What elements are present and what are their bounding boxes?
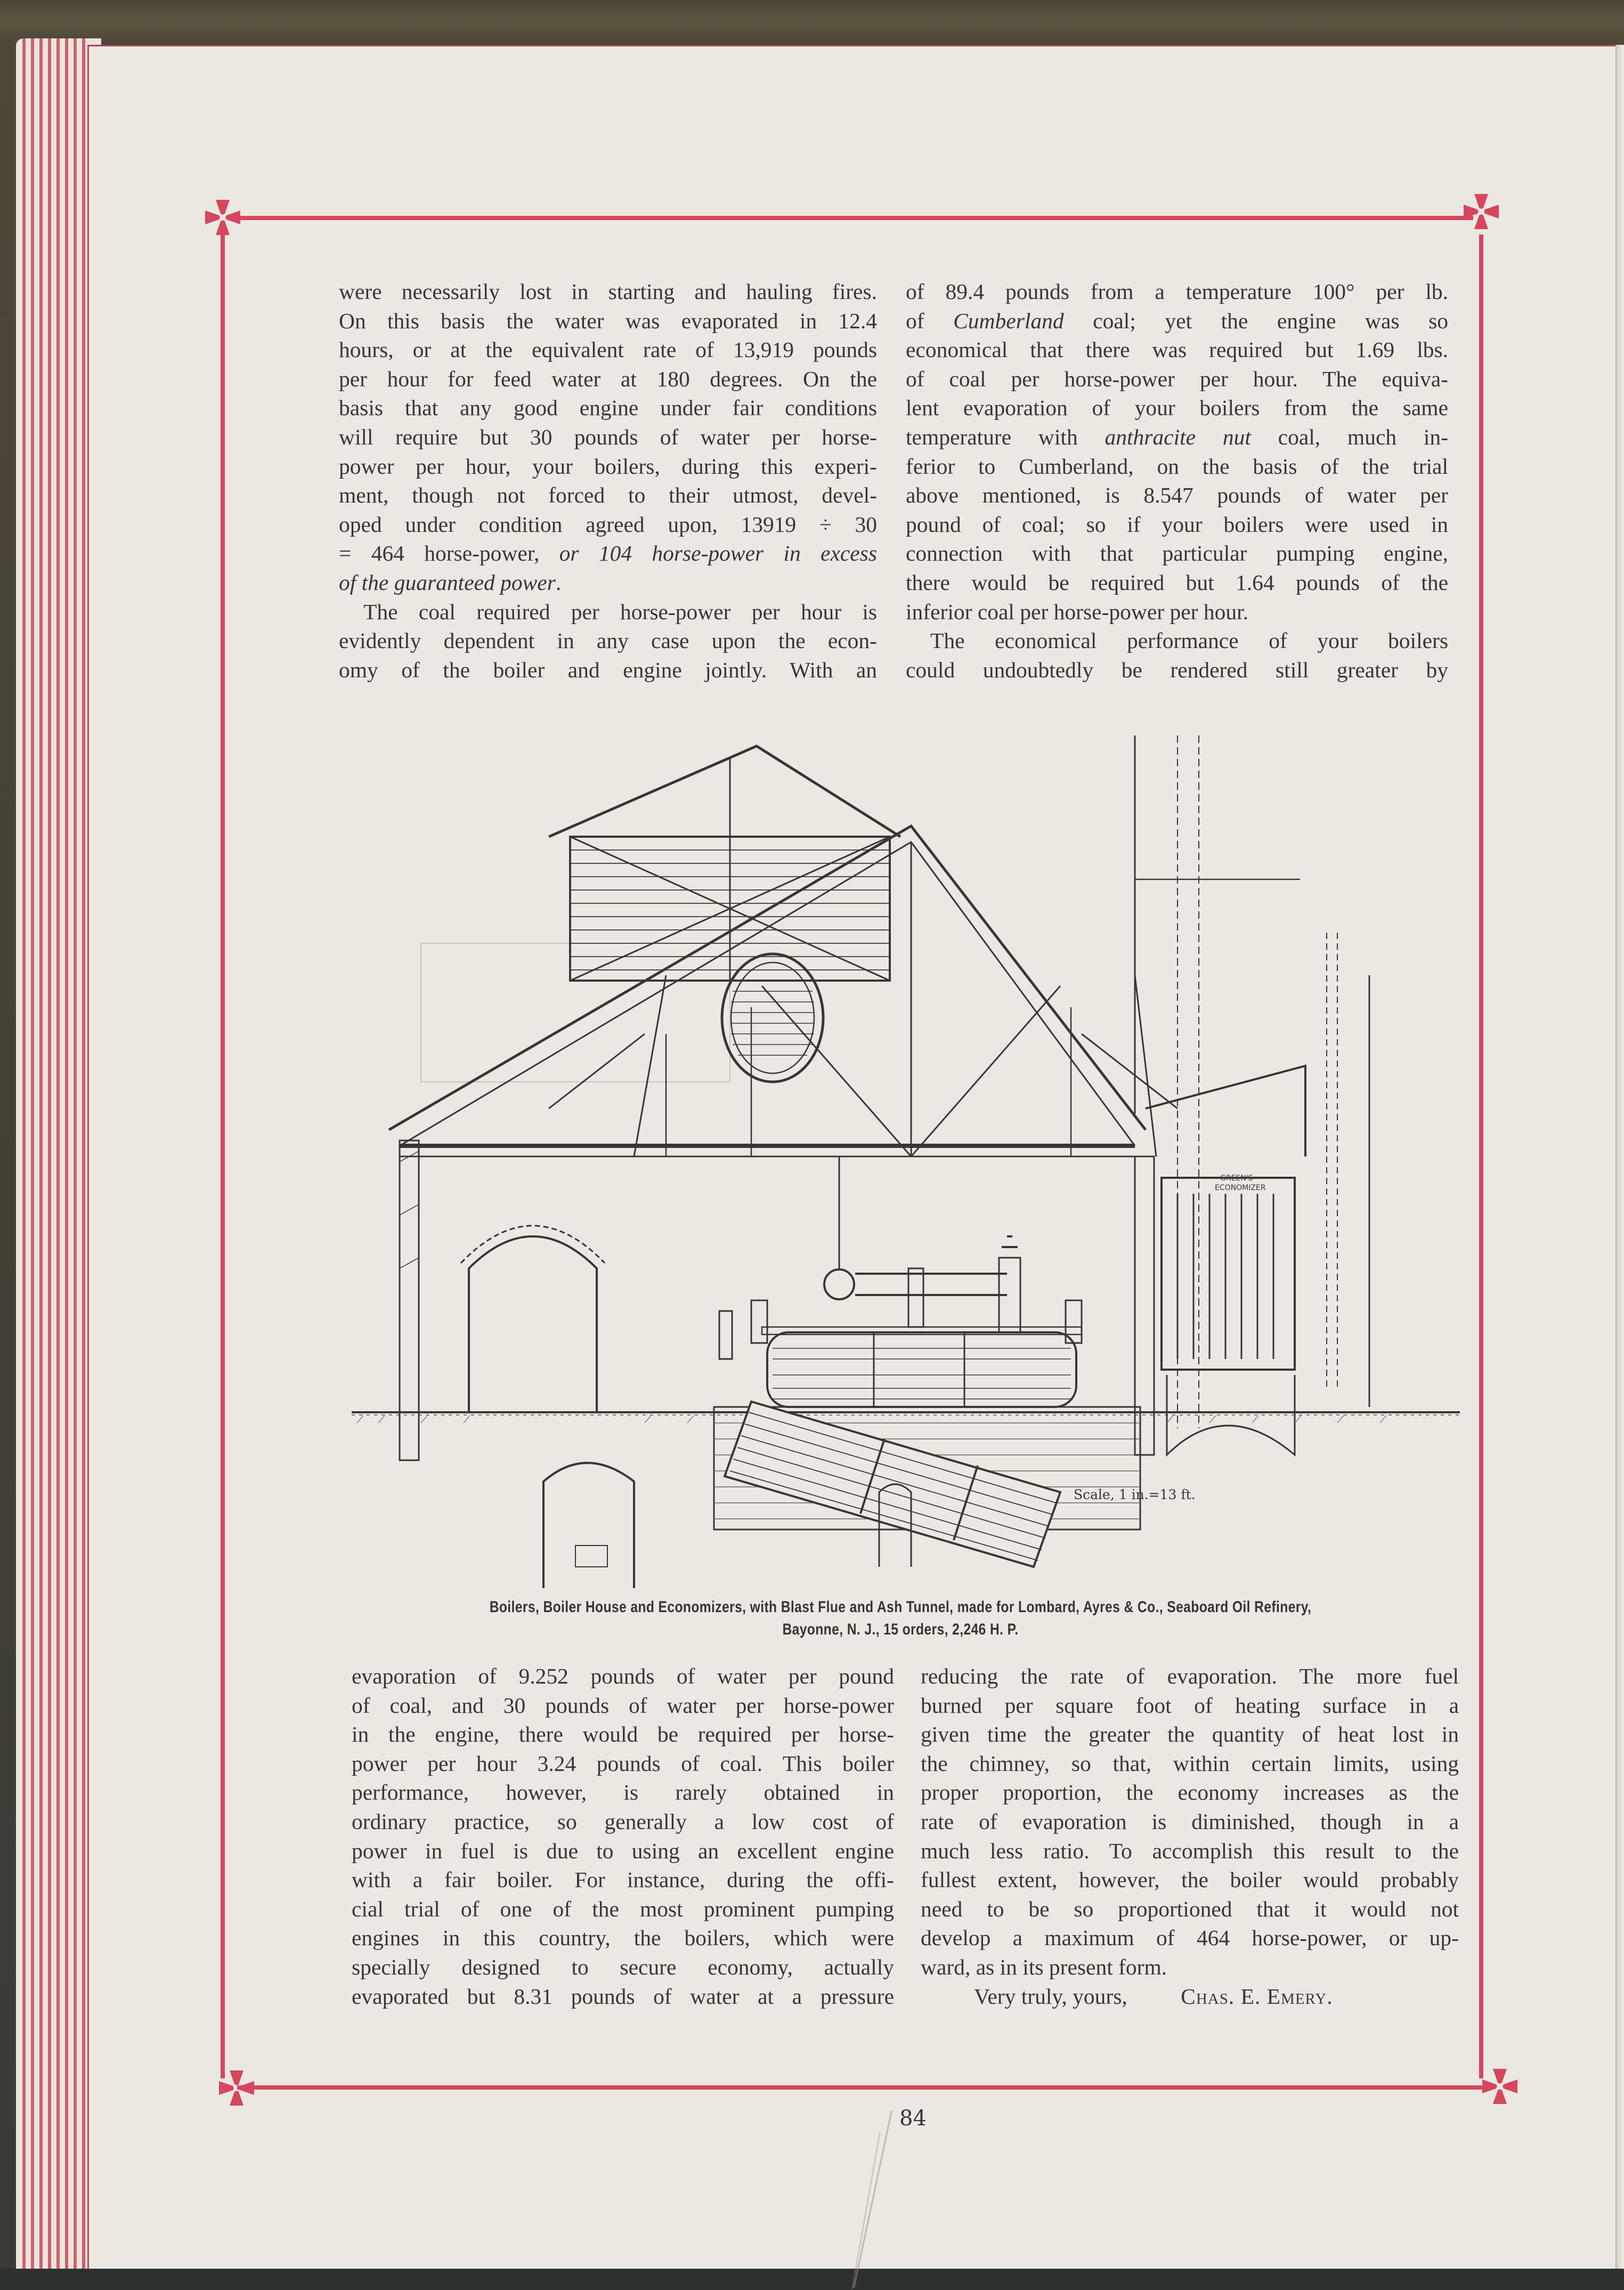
text-line: On this basis the water was evaporated in 12.4 (339, 308, 877, 333)
text-line: develop a maximum of 464 horse-power, or up- (921, 1925, 1459, 1951)
cross-pattee-icon (204, 199, 241, 236)
text-line: evidently dependent in any case upon the econ- (339, 628, 877, 653)
caption-line: Bayonne, N. J., 15 orders, 2,246 H. P. (782, 1621, 1019, 1638)
text-line (339, 568, 877, 597)
text-line: of 89.4 pounds from a temperature 100° per lb. (906, 279, 1448, 304)
text-line: power per hour, your boilers, during this experi- (339, 454, 877, 479)
text-line: connection with that particular pumping engine, (906, 541, 1448, 566)
text-line: above mentioned, is 8.547 pounds of water per (906, 483, 1448, 508)
text-line: power per hour 3.24 pounds of coal. This boiler (352, 1751, 894, 1776)
boiler-house-engraving (346, 735, 1465, 1588)
frame-bottom-rule (237, 2085, 1489, 2090)
text-line: will require but 30 pounds of water per horse- (339, 424, 877, 449)
frame-right-rule (1479, 234, 1483, 2078)
text-line: engines in this country, the boilers, which were (352, 1925, 894, 1951)
text-line: reducing the rate of evaporation. The more fuel (921, 1664, 1459, 1688)
text-line: ordinary practice, so generally a low cost of (352, 1809, 894, 1834)
text-line: ferior to Cumberland, on the basis of the trial (906, 454, 1448, 479)
text-line: omy of the boiler and engine jointly. With an (339, 657, 877, 682)
paragraph-start-line: The economical performance of your boilers (930, 628, 1448, 653)
book-cover-bottom (0, 2269, 1624, 2290)
text-line: pound of coal; so if your boilers were used in (906, 512, 1448, 537)
text-line: evaporated but 8.31 pounds of water at a pressure (352, 1984, 894, 2009)
figure-scale-note: Scale, 1 in.=13 ft. (1074, 1487, 1196, 1502)
text-line: burned per square foot of heating surface in a (921, 1693, 1459, 1718)
text-line: economical that there was required but 1.69 lbs. (906, 337, 1448, 362)
text-line: there would be required but 1.64 pounds of the (906, 570, 1448, 595)
text-column-top-left (339, 277, 877, 684)
paragraph-start-line: The coal required per horse-power per hour is (363, 599, 877, 624)
text-line: per hour for feed water at 180 degrees. On the (339, 366, 877, 391)
text-run: temperature with (906, 424, 1105, 449)
text-run: coal, much in- (1251, 424, 1448, 449)
frame-left-rule (221, 234, 225, 2078)
cross-pattee-icon (1481, 2068, 1519, 2105)
text-line (906, 423, 1448, 452)
text-line: basis that any good engine under fair conditions (339, 395, 877, 420)
italic-run: anthracite nut (1105, 424, 1251, 449)
frame-top-rule (237, 216, 1473, 220)
economizer-label: GREEN'S (1220, 1174, 1253, 1183)
text-line: rate of evaporation is diminished, though in a (921, 1809, 1459, 1834)
text-line (906, 306, 1448, 336)
cross-pattee-icon (1463, 193, 1500, 230)
text-line: specially designed to secure economy, actually (352, 1954, 894, 1979)
text-line: need to be so proportioned that it would not (921, 1896, 1459, 1921)
italic-run: Cumberland (953, 308, 1064, 333)
text-line: ment, though not forced to their utmost, devel- (339, 483, 877, 508)
letter-signature: Chas. E. Emery. (1181, 1984, 1333, 2009)
text-line: of coal per horse-power per hour. The equiva- (906, 366, 1448, 391)
text-run: of (906, 308, 954, 333)
text-line (339, 539, 877, 568)
text-line: fullest extent, however, the boiler would probably (921, 1867, 1459, 1892)
text-run: coal; yet the engine was so (1063, 308, 1449, 333)
text-line: evaporation of 9.252 pounds of water per pound (352, 1664, 894, 1688)
text-line: were necessarily lost in starting and hauling fires. (339, 279, 877, 304)
text-line: of coal, and 30 pounds of water per horse-power (352, 1693, 894, 1718)
text-line: ward, as in its present form. (921, 1954, 1167, 1979)
page-fold (1615, 45, 1624, 2269)
italic-run: of the guaranteed power (339, 570, 556, 595)
text-line: oped under condition agreed upon, 13919 ÷ 30 (339, 512, 877, 537)
text-line: could undoubtedly be rendered still greater by (906, 657, 1448, 682)
text-run: = 464 horse-power, (339, 541, 559, 566)
text-line: in the engine, there would be required per horse- (352, 1722, 894, 1747)
letter-closing: Very truly, yours, (974, 1984, 1127, 2009)
text-line: cial trial of one of the most prominent pumping (352, 1896, 894, 1921)
text-column-bottom-left (352, 1662, 894, 2011)
page-number: 84 (899, 2106, 927, 2131)
figure-caption (468, 1596, 1333, 1641)
text-line: with a fair boiler. For instance, during the offi- (352, 1867, 894, 1892)
text-line: inferior coal per horse-power per hour. (906, 599, 1248, 624)
text-column-bottom-right (921, 1662, 1459, 2011)
text-line: much less ratio. To accomplish this result to the (921, 1838, 1459, 1863)
italic-run: or 104 horse-power in excess (559, 541, 877, 566)
text-line: proper proportion, the economy increases as the (921, 1780, 1459, 1805)
letter-closing-line (921, 1982, 1459, 2011)
cross-pattee-icon (218, 2069, 255, 2107)
economizer-label: ECONOMIZER (1215, 1184, 1266, 1192)
text-line: hours, or at the equivalent rate of 13,919 pounds (339, 337, 877, 362)
text-line: the chimney, so that, within certain limits, using (921, 1751, 1459, 1776)
text-line: given time the greater the quantity of heat lost in (921, 1722, 1459, 1747)
text-line: performance, however, is rarely obtained in (352, 1780, 894, 1805)
text-column-top-right (906, 277, 1448, 684)
text-line: lent evaporation of your boilers from the same (906, 395, 1448, 420)
caption-line: Boilers, Boiler House and Economizers, with Blast Flue and Ash Tunnel, made for Lombard, Ayres & Co., Seaboard Oil Refinery, (489, 1598, 1312, 1616)
text-run: . (555, 570, 562, 595)
text-line: power in fuel is due to using an excellent engine (352, 1838, 894, 1863)
